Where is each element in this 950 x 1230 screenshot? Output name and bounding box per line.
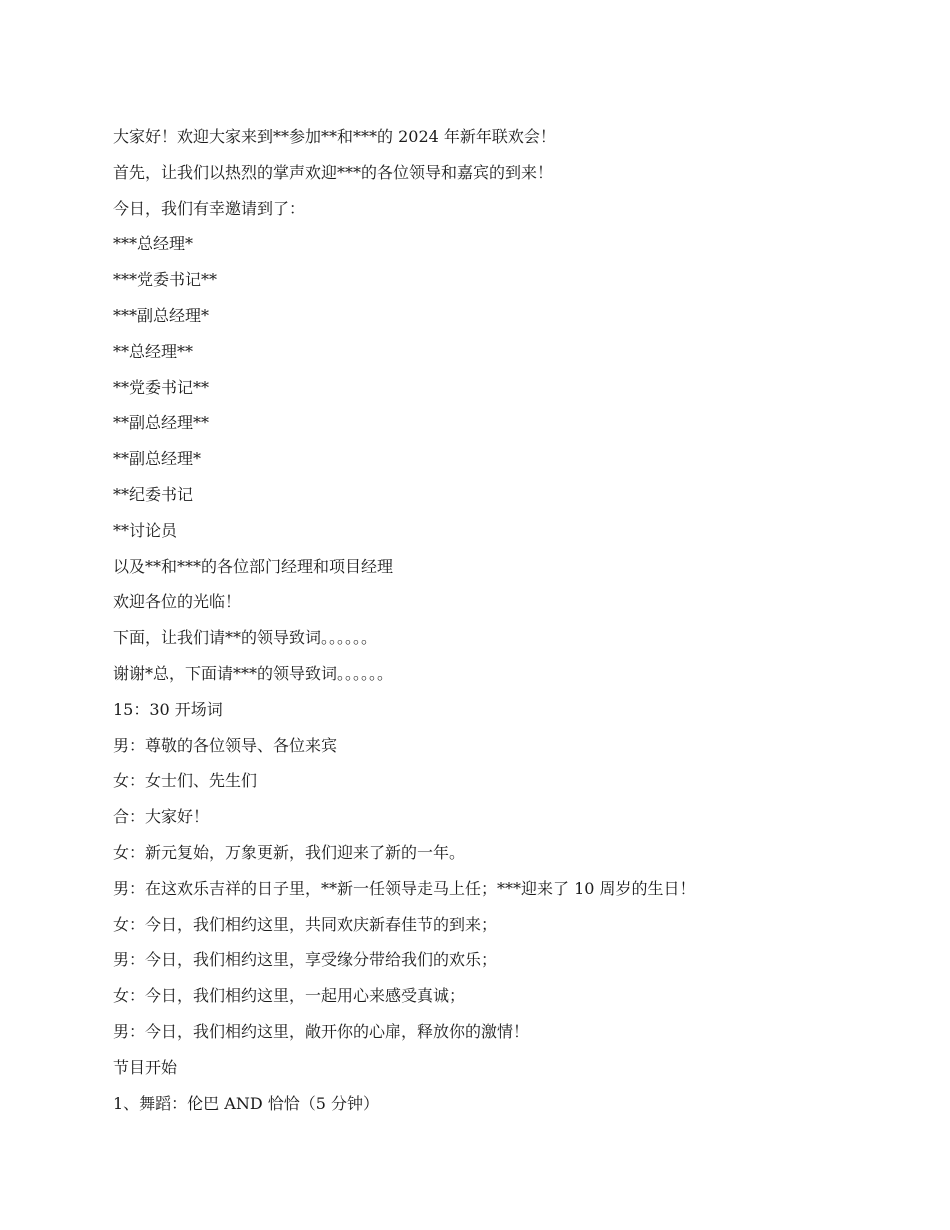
- text-line-guest: ***副总经理*: [113, 305, 210, 325]
- text-line-dialogue: 合：大家好！: [113, 807, 210, 827]
- text-line-guest: **副总经理**: [113, 413, 210, 433]
- text-line-greeting: 大家好！欢迎大家来到**参加**和***的 2024 年新年联欢会！: [113, 127, 556, 146]
- text-line-guest: ***党委书记**: [113, 270, 218, 290]
- text-line-managers: 以及**和***的各位部门经理和项目经理: [113, 556, 394, 576]
- text-line-program-start: 节目开始: [113, 1057, 178, 1077]
- text-line-dialogue: 女：女士们、先生们: [113, 771, 258, 791]
- text-line-dialogue: 男：今日，我们相约这里，享受缘分带给我们的欢乐；: [113, 950, 498, 970]
- text-line-guest: **总经理**: [113, 341, 194, 361]
- text-line-speech: 谢谢*总，下面请***的领导致词。。。。。。: [113, 663, 394, 683]
- text-line-dialogue: 女：新元复始，万象更新，我们迎来了新的一年。: [113, 842, 466, 862]
- document-body: [113, 119, 893, 1121]
- text-line-dialogue: 女：今日，我们相约这里，一起用心来感受真诚；: [113, 986, 466, 1006]
- text-line-welcome-leaders: 首先，让我们以热烈的掌声欢迎***的各位领导和嘉宾的到来！: [113, 162, 554, 182]
- text-line-dialogue: 男：尊敬的各位领导、各位来宾: [113, 735, 338, 755]
- text-line-dialogue: 男：在这欢乐吉祥的日子里，**新一任领导走马上任；***迎来了 10 周岁的生日！: [113, 878, 696, 898]
- text-line-speech: 下面，让我们请**的领导致词。。。。。。: [113, 628, 378, 648]
- text-line-guest: ***总经理*: [113, 234, 194, 254]
- text-line-guest: **党委书记**: [113, 377, 210, 397]
- text-line-guest: **纪委书记: [113, 484, 194, 504]
- text-line-welcome: 欢迎各位的光临！: [113, 592, 242, 612]
- text-line-dialogue: 女：今日，我们相约这里，共同欢庆新春佳节的到来；: [113, 914, 498, 934]
- text-line-program-item: 1、舞蹈：伦巴 AND 恰恰（5 分钟）: [113, 1093, 380, 1113]
- text-line-invited: 今日，我们有幸邀请到了：: [113, 198, 306, 218]
- text-line-guest: **讨论员: [113, 520, 178, 540]
- text-line-guest: **副总经理*: [113, 449, 202, 469]
- text-line-dialogue: 男：今日，我们相约这里，敞开你的心扉，释放你的激情！: [113, 1021, 530, 1041]
- text-line-opening-time: 15：30 开场词: [113, 699, 223, 719]
